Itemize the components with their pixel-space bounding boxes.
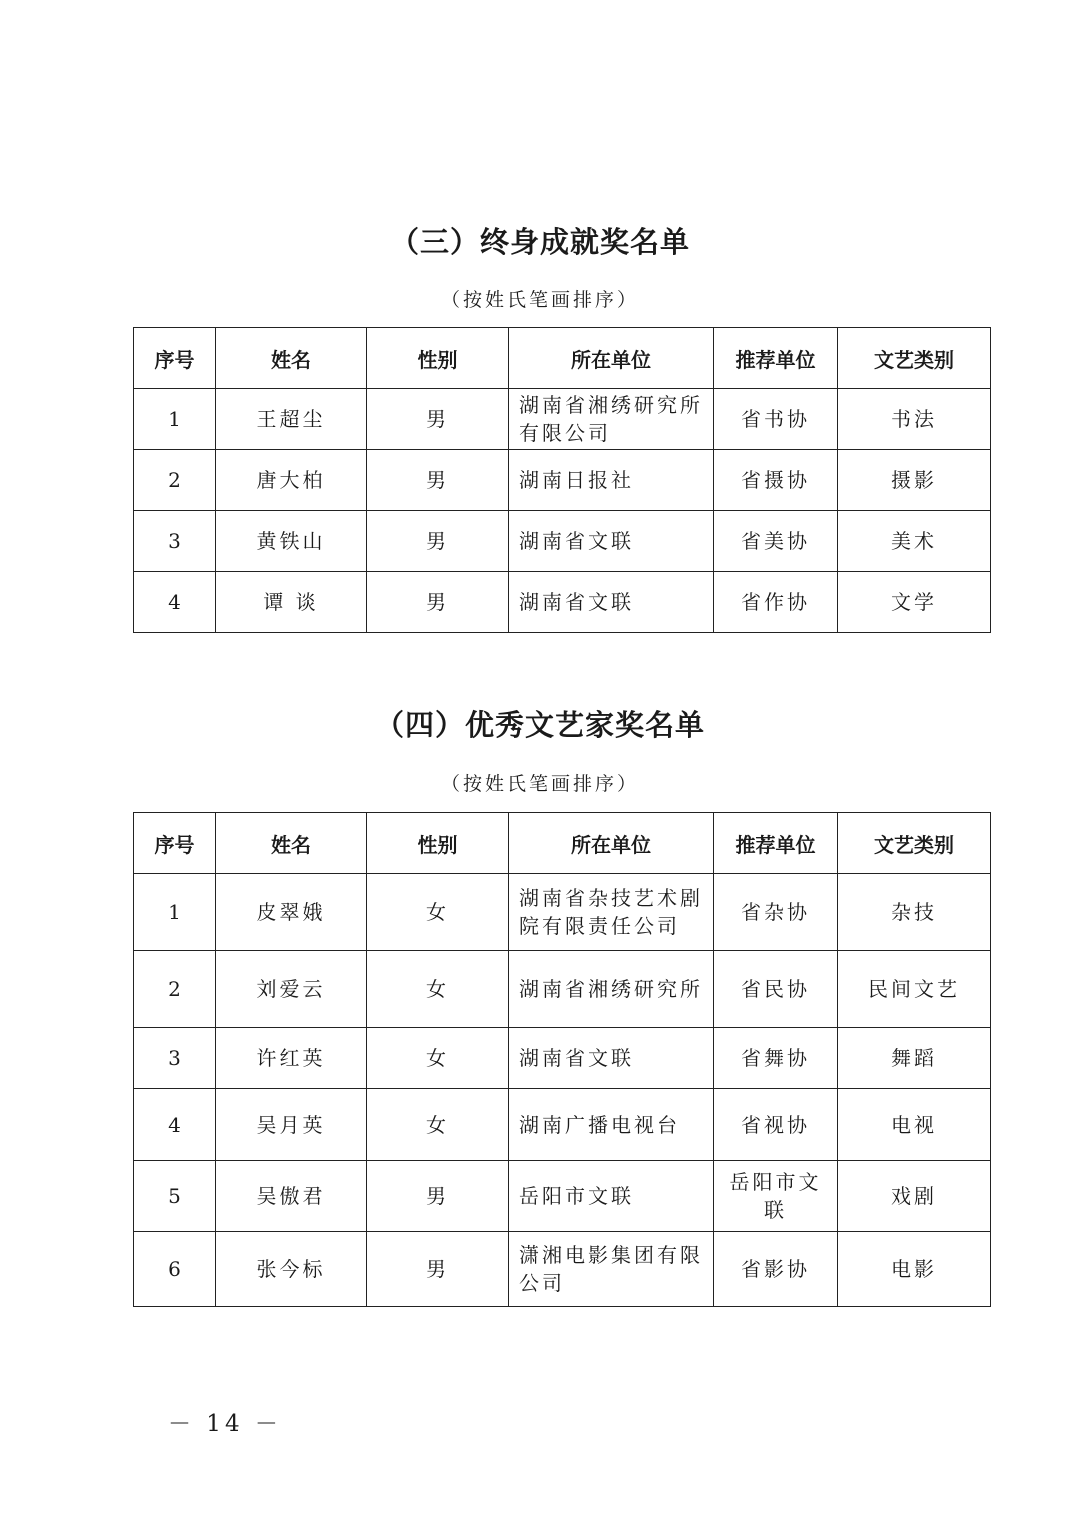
cell-recommender: 省摄协 xyxy=(714,450,838,511)
cell-recommender: 岳阳市文联 xyxy=(714,1161,838,1232)
cell-name: 吴傲君 xyxy=(216,1161,367,1232)
cell-name: 许红英 xyxy=(216,1028,367,1089)
cell-unit: 湖南省湘绣研究所有限公司 xyxy=(509,389,714,450)
lifetime-achievement-table xyxy=(133,327,991,633)
cell-category: 美术 xyxy=(838,511,991,572)
cell-no: 3 xyxy=(134,511,216,572)
cell-no: 2 xyxy=(134,450,216,511)
table-header-row xyxy=(134,813,991,874)
cell-recommender: 省杂协 xyxy=(714,874,838,951)
cell-gender: 女 xyxy=(367,1089,509,1161)
cell-gender: 男 xyxy=(367,1232,509,1307)
cell-gender: 女 xyxy=(367,951,509,1028)
cell-name: 谭 谈 xyxy=(216,572,367,633)
table-row xyxy=(134,572,991,633)
cell-category: 书法 xyxy=(838,389,991,450)
cell-unit: 湖南省文联 xyxy=(509,511,714,572)
cell-name: 刘爱云 xyxy=(216,951,367,1028)
cell-unit: 潇湘电影集团有限公司 xyxy=(509,1232,714,1307)
cell-no: 1 xyxy=(134,874,216,951)
table-row xyxy=(134,450,991,511)
outstanding-artist-table xyxy=(133,812,991,1307)
cell-category: 舞蹈 xyxy=(838,1028,991,1089)
cell-no: 6 xyxy=(134,1232,216,1307)
cell-unit: 湖南省杂技艺术剧院有限责任公司 xyxy=(509,874,714,951)
cell-category: 民间文艺 xyxy=(838,951,991,1028)
header-category: 文艺类别 xyxy=(838,328,991,389)
cell-category: 电视 xyxy=(838,1089,991,1161)
cell-no: 2 xyxy=(134,951,216,1028)
header-gender: 性别 xyxy=(367,813,509,874)
cell-recommender: 省书协 xyxy=(714,389,838,450)
cell-category: 杂技 xyxy=(838,874,991,951)
table-row xyxy=(134,1028,991,1089)
header-unit: 所在单位 xyxy=(509,328,714,389)
page-number: － 14 － xyxy=(168,1411,282,1437)
table-row xyxy=(134,389,991,450)
cell-no: 5 xyxy=(134,1161,216,1232)
section-title-outstanding-artist: （四）优秀文艺家奖名单 xyxy=(374,708,705,742)
cell-name: 唐大柏 xyxy=(216,450,367,511)
cell-gender: 男 xyxy=(367,1161,509,1232)
table-row xyxy=(134,874,991,951)
cell-name: 皮翠娥 xyxy=(216,874,367,951)
cell-category: 戏剧 xyxy=(838,1161,991,1232)
cell-no: 4 xyxy=(134,572,216,633)
cell-recommender: 省视协 xyxy=(714,1089,838,1161)
cell-unit: 湖南日报社 xyxy=(509,450,714,511)
cell-recommender: 省影协 xyxy=(714,1232,838,1307)
table-row xyxy=(134,951,991,1028)
cell-no: 1 xyxy=(134,389,216,450)
table-row xyxy=(134,511,991,572)
header-recommender: 推荐单位 xyxy=(714,813,838,874)
cell-category: 电影 xyxy=(838,1232,991,1307)
header-recommender: 推荐单位 xyxy=(714,328,838,389)
cell-name: 王超尘 xyxy=(216,389,367,450)
cell-gender: 男 xyxy=(367,450,509,511)
cell-gender: 男 xyxy=(367,511,509,572)
cell-unit: 湖南省文联 xyxy=(509,1028,714,1089)
cell-no: 3 xyxy=(134,1028,216,1089)
header-name: 姓名 xyxy=(216,328,367,389)
table-header-row xyxy=(134,328,991,389)
sort-note: （按姓氏笔画排序） xyxy=(440,289,639,311)
cell-recommender: 省舞协 xyxy=(714,1028,838,1089)
cell-recommender: 省作协 xyxy=(714,572,838,633)
header-no: 序号 xyxy=(134,328,216,389)
cell-unit: 湖南省湘绣研究所 xyxy=(509,951,714,1028)
header-category: 文艺类别 xyxy=(838,813,991,874)
header-no: 序号 xyxy=(134,813,216,874)
cell-gender: 女 xyxy=(367,1028,509,1089)
cell-name: 吴月英 xyxy=(216,1089,367,1161)
table-row xyxy=(134,1161,991,1232)
header-name: 姓名 xyxy=(216,813,367,874)
header-unit: 所在单位 xyxy=(509,813,714,874)
table-row xyxy=(134,1089,991,1161)
cell-gender: 女 xyxy=(367,874,509,951)
cell-category: 摄影 xyxy=(838,450,991,511)
cell-gender: 男 xyxy=(367,389,509,450)
cell-gender: 男 xyxy=(367,572,509,633)
header-gender: 性别 xyxy=(367,328,509,389)
cell-recommender: 省美协 xyxy=(714,511,838,572)
cell-unit: 湖南广播电视台 xyxy=(509,1089,714,1161)
sort-note: （按姓氏笔画排序） xyxy=(440,773,639,795)
cell-unit: 岳阳市文联 xyxy=(509,1161,714,1232)
cell-no: 4 xyxy=(134,1089,216,1161)
cell-name: 张今标 xyxy=(216,1232,367,1307)
cell-category: 文学 xyxy=(838,572,991,633)
section-title-lifetime-achievement: （三）终身成就奖名单 xyxy=(389,225,690,259)
cell-name: 黄铁山 xyxy=(216,511,367,572)
cell-recommender: 省民协 xyxy=(714,951,838,1028)
table-row xyxy=(134,1232,991,1307)
cell-unit: 湖南省文联 xyxy=(509,572,714,633)
